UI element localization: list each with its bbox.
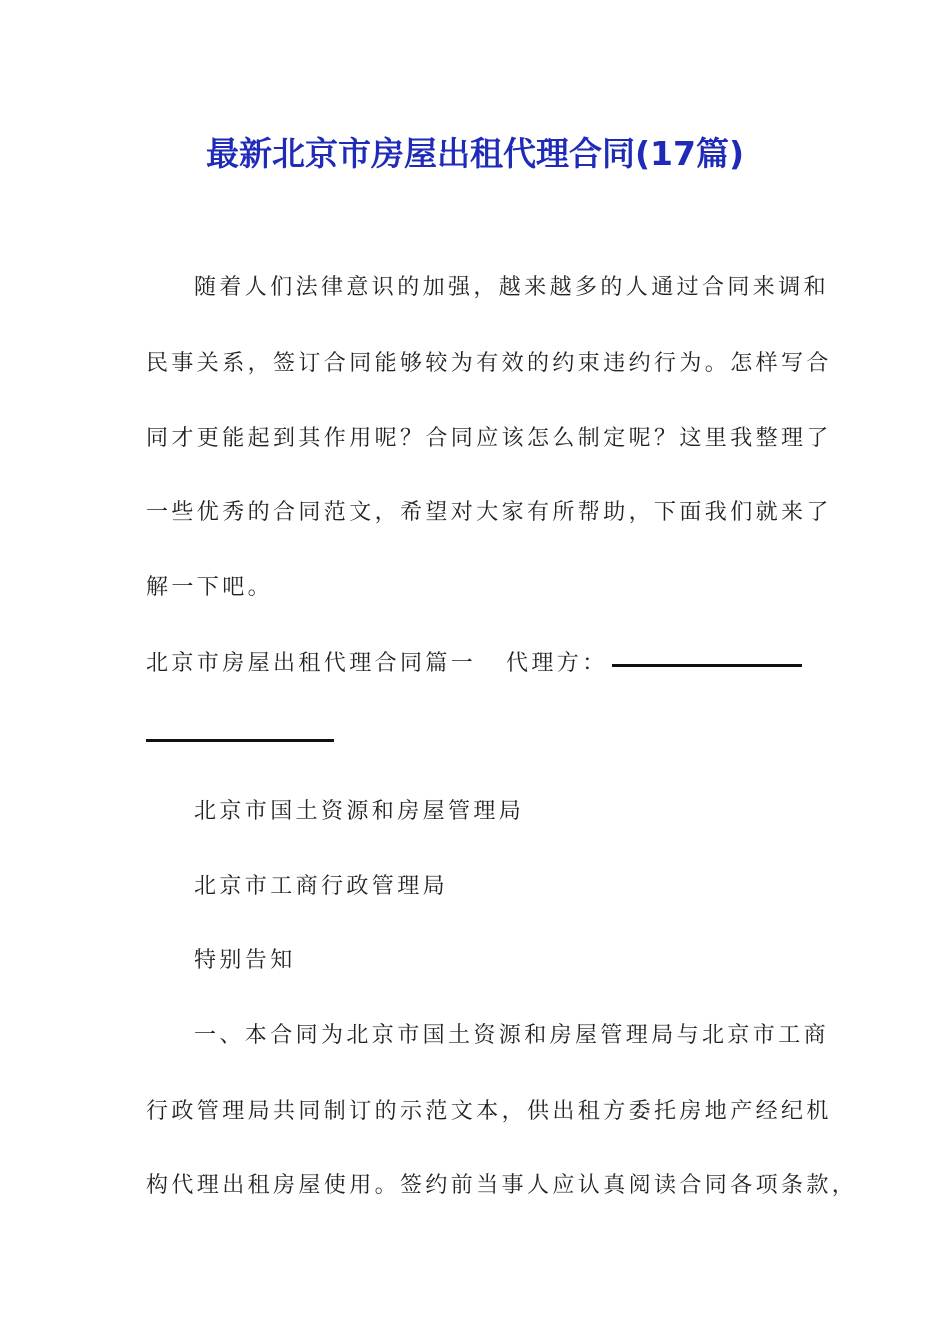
- agent-label: 代理方：: [506, 651, 608, 676]
- intro-line: 解一下吧。: [146, 575, 274, 600]
- intro-line: 一些优秀的合同范文，希望对大家有所帮助，下面我们就来了: [146, 500, 832, 525]
- issuer-name: 北京市工商行政管理局: [194, 874, 449, 899]
- agent-blank-line-continued: [146, 739, 334, 742]
- issuer-name: 北京市国土资源和房屋管理局: [194, 799, 525, 824]
- notice-line: 行政管理局共同制订的示范文本，供出租方委托房地产经纪机: [146, 1099, 832, 1124]
- notice-heading: 特别告知: [194, 948, 296, 973]
- intro-line: 同才更能起到其作用呢？合同应该怎么制定呢？这里我整理了: [146, 426, 832, 451]
- notice-line: 构代理出租房屋使用。签约前当事人应认真阅读合同各项条款，: [146, 1173, 858, 1198]
- agent-blank-line: [612, 664, 802, 667]
- page-title: 最新北京市房屋出租代理合同(17篇): [205, 134, 745, 173]
- notice-line: 一、本合同为北京市国土资源和房屋管理局与北京市工商: [194, 1023, 830, 1048]
- section-heading: 北京市房屋出租代理合同篇一: [146, 651, 477, 676]
- intro-line: 民事关系，签订合同能够较为有效的约束违约行为。怎样写合: [146, 351, 832, 376]
- intro-line: 随着人们法律意识的加强，越来越多的人通过合同来调和: [194, 275, 830, 300]
